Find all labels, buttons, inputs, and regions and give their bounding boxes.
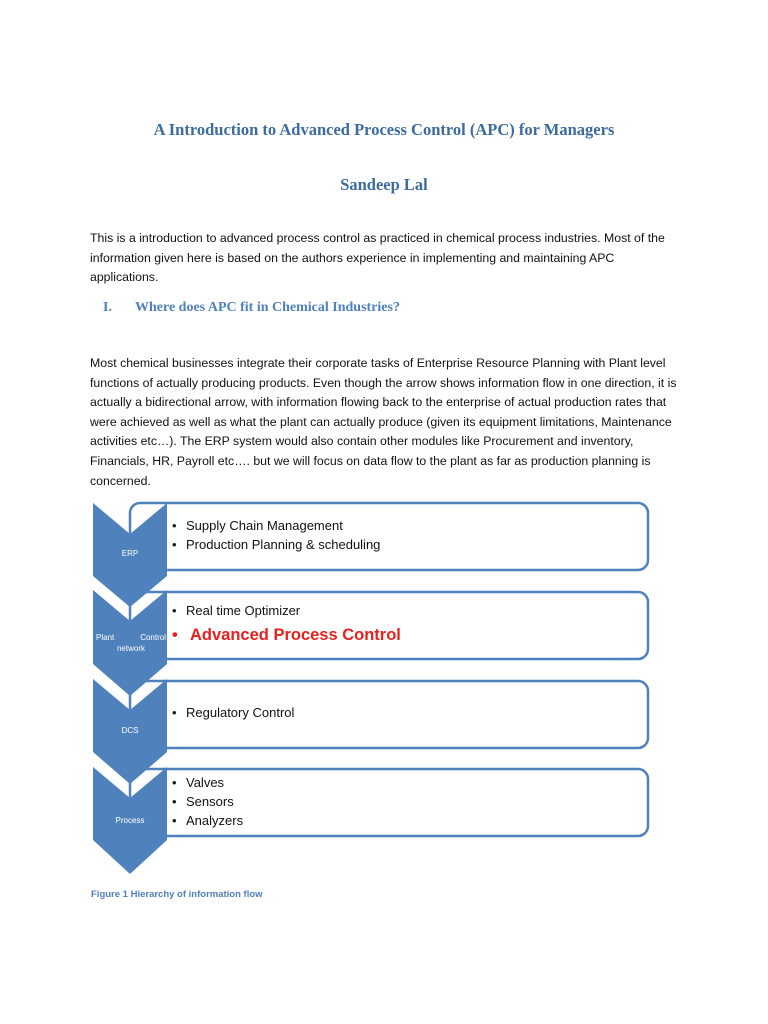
plant-network-label-left: Plant xyxy=(96,633,115,642)
list-item: • Sensors xyxy=(172,794,234,809)
dcs-items xyxy=(172,703,294,722)
section-number: I. xyxy=(103,300,112,315)
plant-network-label-right: Control xyxy=(140,633,166,642)
plant-network-items xyxy=(172,601,401,648)
list-item: • Regulatory Control xyxy=(172,705,295,720)
plant-network-label xyxy=(96,632,166,654)
dcs-label: DCS xyxy=(121,726,139,735)
highlight-item-apc: • Advanced Process Control xyxy=(172,626,401,644)
plant-network-label-line2: network xyxy=(116,644,145,653)
list-item: • Production Planning & scheduling xyxy=(172,537,381,552)
section-paragraph: Most chemical businesses integrate their corporate tasks of Enterprise Resource Planning with Plant level functions of actually producing products. Even though the arrow shows information flow in one direction, it is actually a bidirectional arrow, with information flowing back to the enterprise of actual production rates that were achieved as well as what the plant can actually produce (given its equipment limitations, Maintenance activities etc…). The ERP system would also contain other modules like Procurement and inventory, Financials, HR, Payroll etc…. but we will focus on data flow to the plant as far as production planning is concerned. xyxy=(90,356,677,488)
list-item: • Real time Optimizer xyxy=(172,603,301,618)
erp-label: ERP xyxy=(121,549,139,558)
process-items xyxy=(172,773,243,830)
figure-caption: Figure 1 Hierarchy of information flow xyxy=(91,889,263,900)
list-item: • Analyzers xyxy=(172,813,244,828)
list-item: • Valves xyxy=(172,775,225,790)
document-author: Sandeep Lal xyxy=(340,175,428,194)
document-title: A Introduction to Advanced Process Control (APC) for Managers xyxy=(153,120,615,139)
process-label: Process xyxy=(115,816,145,825)
erp-items xyxy=(172,516,380,554)
section-title: Where does APC fit in Chemical Industries? xyxy=(135,300,400,315)
list-item: • Supply Chain Management xyxy=(172,518,343,533)
intro-paragraph: This is a introduction to advanced process control as practiced in chemical process industries. Most of the information given here is based on the authors experience in implementing and maintaining APC applications. xyxy=(90,231,665,285)
